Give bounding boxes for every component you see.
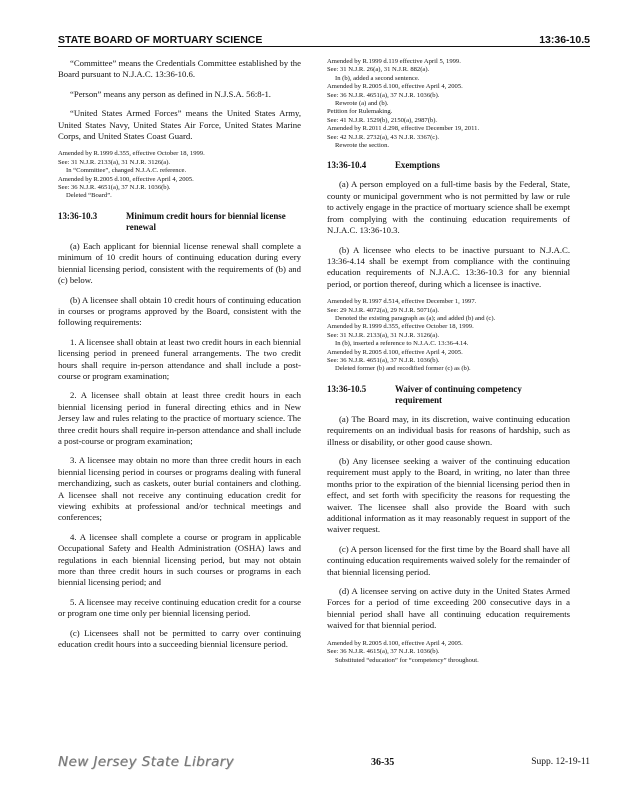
- left-column: [58, 58, 301, 658]
- header-section: 13:36-10.5: [539, 34, 590, 46]
- history-line: See: 36 N.J.R. 4651(a), 37 N.J.R. 1036(b).: [327, 91, 440, 99]
- section-heading: [327, 160, 570, 171]
- history-line: Amended by R.2005 d.100, effective April 4, 2005.: [327, 348, 463, 356]
- supplement-date: Supp. 12-19-11: [531, 757, 590, 767]
- section-title: Waiver of continuing competency requirement: [395, 383, 522, 405]
- history-line: In (b), added a second sentence.: [335, 74, 420, 82]
- paragraph: (d) A licensee serving on active duty in the United States Armed Forces for a period of time exceeding 200 consecutive days in a biennial period shall have all continuing education requirements waived for that biennial period.: [327, 586, 570, 631]
- history-line: In (b), inserted a reference to N.J.A.C. 13:36-4.14.: [335, 340, 469, 348]
- history-line: Amended by R.1999 d.355, effective October 18, 1999.: [58, 150, 205, 158]
- right-column: [327, 58, 570, 675]
- section-heading: [327, 384, 570, 406]
- library-watermark: New Jersey State Library: [58, 754, 235, 770]
- paragraph: (a) Each applicant for biennial license renewal shall complete a minimum of 10 credit hours of continuing education during every biennial licensing period, consistent with the requirements of (b) and (c) below.: [58, 240, 301, 286]
- section-number: 13:36-10.3: [58, 210, 98, 221]
- history-line: See: 31 N.J.R. 2133(a), 31 N.J.R. 3126(a).: [58, 158, 171, 166]
- paragraph: 3. A licensee may obtain no more than three credit hours in each biennial licensing period in courses or programs dealing with funeral merchandizing, such as caskets, outer burial containers and clothing. A licensee shall not receive any continuing education credit for viewing exhibits at professional and/or technical meetings and conferences;: [58, 455, 301, 523]
- definition: “Person” means any person as defined in N.J.S.A. 56:8-1.: [70, 88, 271, 99]
- history-line: Deleted former (b) and recodified former (c) as (b).: [335, 365, 471, 373]
- definition: “Committee” means the Credentials Committee established by the Board pursuant to N.J.A.C. 13:36-10.6.: [58, 58, 301, 80]
- history-line: Rewrote (a) and (b).: [335, 100, 389, 108]
- history-line: See: 36 N.J.R. 4615(a), 37 N.J.R. 1036(b).: [327, 648, 440, 656]
- paragraph: 2. A licensee shall obtain at least three credit hours in each biennial licensing period in funeral directing ethics and in New Jersey law and rules relating to the practice of mortuary science. The three credit hours shall require in-person attendance and shall include a post-course or program examination;: [58, 390, 301, 446]
- history-line: See: 31 N.J.R. 26(a), 31 N.J.R. 882(a).: [327, 66, 430, 74]
- paragraph: (c) Licensees shall not be permitted to carry over continuing education credit hours into a succeeding biennial licensure period.: [58, 627, 301, 650]
- history-line: Petition for Rulemaking.: [327, 108, 393, 116]
- history-line: Amended by R.2005 d.100, effective April 4, 2005.: [327, 639, 463, 647]
- history-line: Denoted the existing paragraph as (a); and added (b) and (c).: [335, 314, 496, 322]
- history-line: See: 29 N.J.R. 4072(a), 29 N.J.R. 5071(a).: [327, 306, 440, 314]
- section-number: 13:36-10.5: [327, 383, 367, 394]
- history-note: [327, 640, 570, 665]
- paragraph: (a) A person employed on a full-time basis by the Federal, State, county or municipal government who is not permitted by law or rule to actively engage in the practice of mortuary science shall be exempt from complying with the continuing education requirements of N.J.A.C. 13:36-10.3.: [327, 179, 570, 236]
- history-line: Substituted “education” for “competency” throughout.: [335, 656, 479, 664]
- history-line: See: 31 N.J.R. 2133(a), 31 N.J.R. 3126(a).: [327, 331, 440, 339]
- history-line: See: 36 N.J.R. 4651(a), 37 N.J.R. 1036(b).: [58, 184, 171, 192]
- page-number: 36-35: [370, 756, 395, 768]
- header-rule: [58, 46, 590, 47]
- paragraph: (a) The Board may, in its discretion, waive continuing education requirements on an individual basis for reasons of hardship, such as illness or disability, or other good cause shown.: [327, 413, 570, 447]
- paragraph: (b) Any licensee seeking a waiver of the continuing education requirement must apply to the Board, in writing, no later than three months prior to the expiration of the biennial licensing period then in effect, and set forth with specificity the reasons for requesting the waiver. The licensee shall also provide the Board with such additional information as it may reasonably request in support of the waiver request.: [327, 456, 570, 535]
- header-title: STATE BOARD OF MORTUARY SCIENCE: [58, 34, 263, 46]
- history-line: Amended by R.2005 d.100, effective April 4, 2005.: [327, 83, 463, 91]
- page-footer: [58, 751, 590, 773]
- running-header: [58, 30, 590, 46]
- paragraph: 5. A licensee may receive continuing education credit for a course or program one time only per biennial licensing period.: [58, 596, 301, 619]
- history-line: Amended by R.1999 d.119 effective April 5, 1999.: [327, 58, 461, 65]
- history-line: Amended by R.1999 d.355, effective October 18, 1999.: [327, 323, 474, 331]
- paragraph: (b) A licensee who elects to be inactive pursuant to N.J.A.C. 13:36-4.14 shall be exempt from compliance with the continuing education requirements of N.J.A.C. 13:36-10.3 for any biennial period, or portion thereof, during which a licensee is inactive.: [327, 244, 570, 289]
- history-line: In “Committee”, changed N.J.A.C. reference.: [66, 167, 187, 175]
- history-line: Deleted “Board”.: [66, 192, 112, 200]
- paragraph: (b) A licensee shall obtain 10 credit hours of continuing education in courses or programs approved by the Board, consistent with the following requirements:: [58, 294, 301, 328]
- section-number: 13:36-10.4: [327, 160, 367, 171]
- history-line: Amended by R.1997 d.514, effective December 1, 1997.: [327, 298, 477, 306]
- history-line: Rewrote the section.: [335, 142, 390, 150]
- history-line: See: 42 N.J.R. 2732(a), 43 N.J.R. 3367(c).: [327, 133, 440, 141]
- history-note: [327, 298, 570, 374]
- section-heading: [58, 211, 301, 233]
- paragraph: (c) A person licensed for the first time by the Board shall have all continuing education requirements waived solely for the remainder of that biennial licensing period.: [327, 543, 570, 577]
- history-line: See: 36 N.J.R. 4651(a), 37 N.J.R. 1036(b).: [327, 356, 440, 364]
- section-title: Minimum credit hours for biennial license renewal: [126, 210, 286, 232]
- definition: “United States Armed Forces” means the United States Army, United States Navy, United States Air Force, United States Marine Corps, and United States Coast Guard.: [58, 108, 301, 142]
- paragraph: 4. A licensee shall complete a course or program in applicable Occupational Safety and Health Administration (OSHA) laws and regulations in each biennial licensing period, but may not obtain more than three credit hours in such courses or programs in each biennial licensing period; and: [58, 531, 301, 588]
- history-note: [58, 150, 301, 200]
- section-title: Exemptions: [395, 160, 440, 171]
- history-note: [327, 58, 570, 150]
- history-line: Amended by R.2011 d.298, effective December 19, 2011.: [327, 125, 480, 133]
- paragraph: 1. A licensee shall obtain at least two credit hours in each biennial licensing period in preneed funeral arrangements. The two credit hours shall require in-person attendance and shall include a post-course or program examination;: [58, 336, 301, 381]
- history-line: See: 41 N.J.R. 1529(b), 2150(a), 2987(b).: [327, 116, 438, 124]
- history-line: Amended by R.2005 d.100, effective April 4, 2005.: [58, 175, 194, 183]
